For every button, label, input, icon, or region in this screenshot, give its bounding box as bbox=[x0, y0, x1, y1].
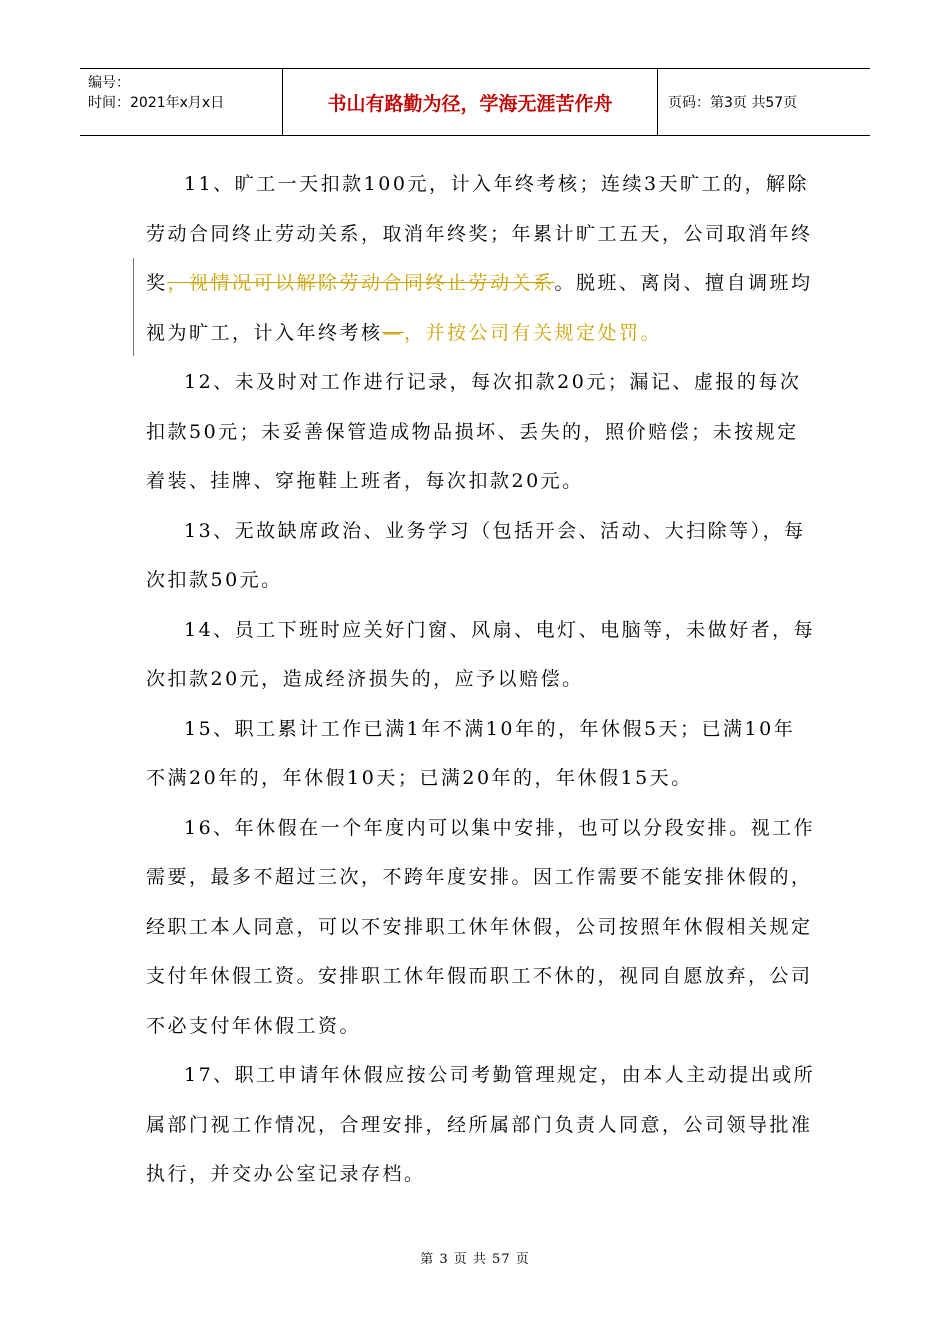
paragraph-16: 16、年休假在一个年度内可以集中安排，也可以分段安排。视工作需要，最多不超过三次，不跨年度安排。因工作需要不能安排休假的，经职工本人同意，可以不安排职工休年休假，公司按照年休假相关规定支付年休假工资。安排职工休年假而职工不休的，视同自愿放弃，公司不必支付年休假工资。 bbox=[146, 816, 816, 1037]
paragraph-17: 17、职工申请年休假应按公司考勤管理规定，由本人主动提出或所属部门视工作情况，合理安排，经所属部门负责人同意，公司领导批准执行，并交办公室记录存档。 bbox=[146, 1064, 816, 1185]
paragraph-14: 14、员工下班时应关好门窗、风扇、电灯、电脑等，未做好者，每次扣款20元，造成经济损失的，应予以赔偿。 bbox=[146, 618, 816, 690]
page-footer: 第 3 页 共 57 页 bbox=[420, 1252, 530, 1267]
revision-change-bar bbox=[133, 258, 134, 356]
document-number-label: 编号： bbox=[88, 75, 130, 91]
page-header bbox=[80, 68, 870, 136]
paragraph-11-text-b: 。脱班、离岗、擅自调班均视为旷工，计入年终考核 bbox=[146, 272, 813, 344]
paragraph-11 bbox=[146, 160, 816, 358]
paragraph-11-text-a: 11、旷工一天扣款100元，计入年终考核；连续3天旷工的，解除劳动合同终止劳动关系，取消年终奖；年累计旷工五天，公司取消年终奖 bbox=[146, 173, 813, 294]
deleted-revision-text: ，视情况可以解除劳动合同终止劳动关系 bbox=[167, 272, 555, 294]
document-body bbox=[146, 160, 816, 1200]
header-motto: 书山有路勤为径，学海无涯苦作舟 bbox=[283, 69, 658, 135]
header-page-info: 页码：第3页 共57页 bbox=[668, 95, 798, 111]
header-meta-cell bbox=[80, 69, 283, 135]
document-date-label: 时间：2021年x月x日 bbox=[88, 95, 225, 111]
deleted-revision-dash: — bbox=[382, 321, 405, 344]
paragraph-13: 13、无故缺席政治、业务学习（包括开会、活动、大扫除等），每次扣款50元。 bbox=[146, 519, 806, 591]
paragraph-15: 15、职工累计工作已满1年不满10年的，年休假5天；已满10年不满20年的，年休假10天；已满20年的，年休假15天。 bbox=[146, 717, 796, 789]
paragraph-12: 12、未及时对工作进行记录，每次扣款20元；漏记、虚报的每次扣款50元；未妥善保管造成物品损坏、丢失的，照价赔偿；未按规定着装、挂牌、穿拖鞋上班者，每次扣款20元。 bbox=[146, 371, 802, 492]
inserted-revision-text: ，并按公司有关规定处罚。 bbox=[404, 321, 663, 344]
